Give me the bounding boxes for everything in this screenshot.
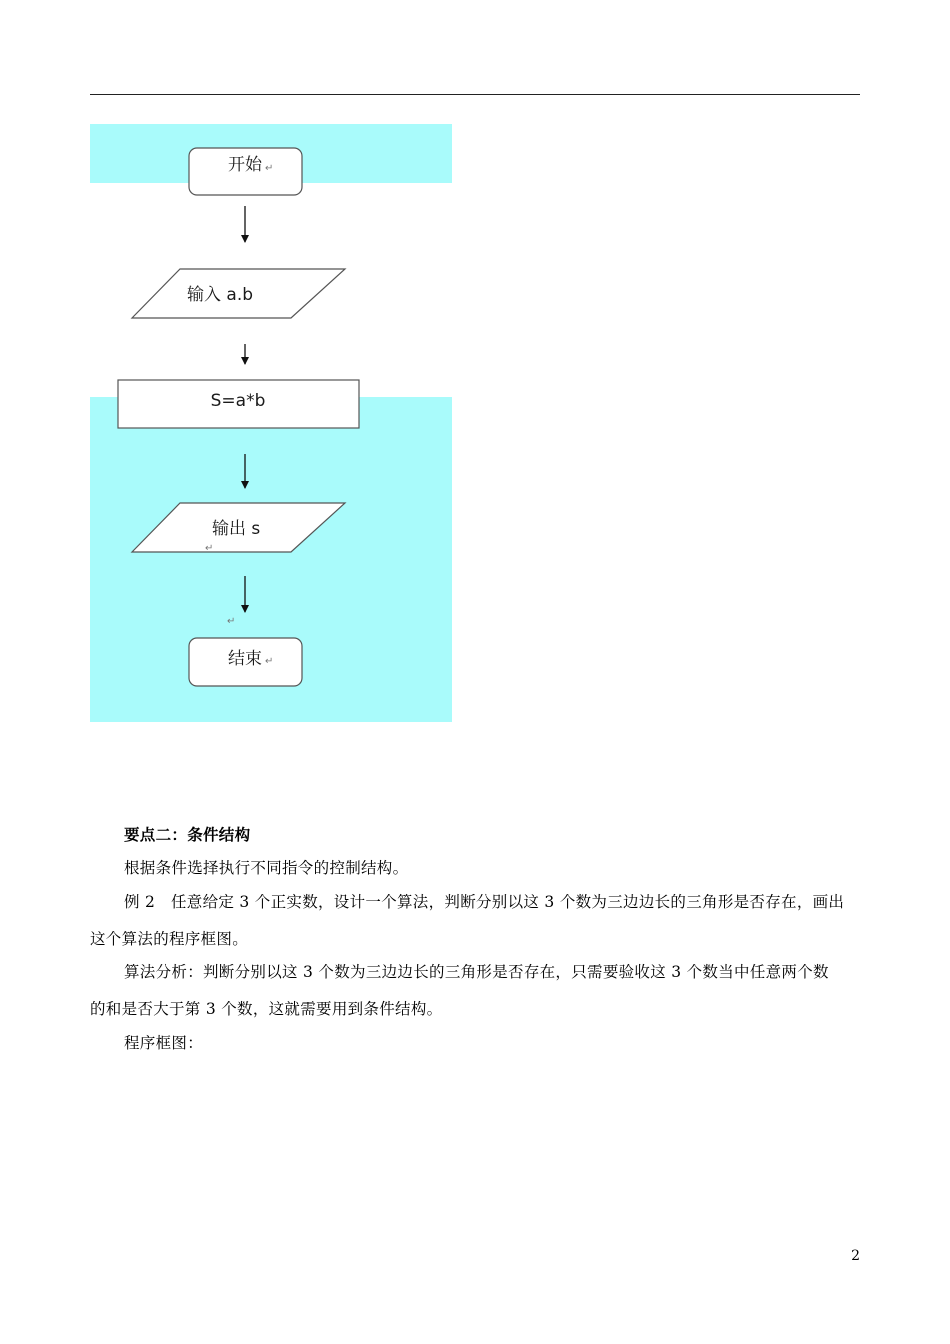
return-mark: ↵ [205, 543, 214, 554]
return-mark: ↵ [227, 616, 236, 627]
analysis-line-2: 的和是否大于第 3 个数，这就需要用到条件结构。 [90, 1000, 443, 1018]
analysis-line-1: 算法分析：判断分别以这 3 个数为三边边长的三角形是否存在，只需要验收这 3 个数当中任意两个数 [124, 963, 829, 981]
output-label: 输出 s [212, 519, 261, 539]
example-line-2: 这个算法的程序框图。 [90, 930, 249, 948]
process-label: S=a*b [210, 391, 266, 411]
section-heading: 要点二：条件结构 [124, 825, 251, 844]
end-label: 结束 [228, 649, 262, 669]
paragraph-definition: 根据条件选择执行不同指令的控制结构。 [124, 859, 409, 877]
input-label: 输入 a.b [187, 285, 254, 305]
return-mark: ↵ [265, 163, 274, 174]
example-line-1: 例 2 任意给定 3 个正实数，设计一个算法，判断分别以这 3 个数为三边边长的三角形是否存在，画出 [124, 893, 845, 911]
page-number: 2 [851, 1248, 860, 1264]
header-rule [90, 94, 860, 95]
return-mark: ↵ [265, 656, 274, 667]
flowchart [90, 124, 452, 724]
flowchart-caption: 程序框图： [124, 1034, 204, 1052]
start-label: 开始 [228, 155, 262, 175]
